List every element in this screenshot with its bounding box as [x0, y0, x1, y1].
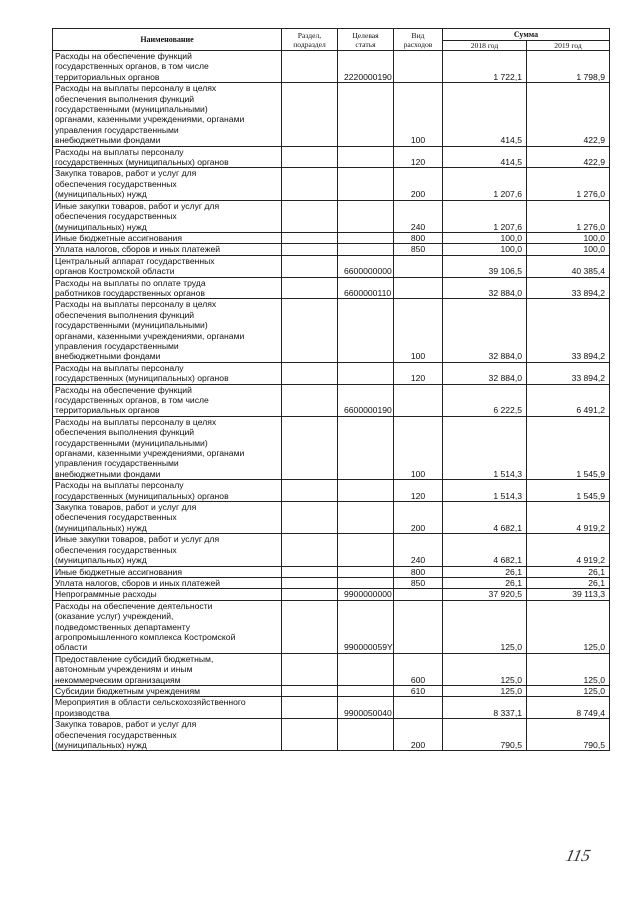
- row-section: [282, 577, 338, 588]
- row-section: [282, 600, 338, 653]
- row-section: [282, 566, 338, 577]
- row-name: Расходы на обеспечение функций государственных органов, в том числе территориальных органов: [53, 384, 282, 416]
- table-row: [53, 277, 610, 299]
- budget-table: [52, 28, 610, 751]
- row-sum-2018: 4 682,1: [443, 534, 527, 566]
- row-sum-2018: 1 514,3: [443, 480, 527, 502]
- table-row: [53, 697, 610, 719]
- row-section: [282, 299, 338, 362]
- row-type: 100: [394, 299, 443, 362]
- table-row: [53, 416, 610, 479]
- row-sum-2018: 125,0: [443, 600, 527, 653]
- header-target: Целевая статья: [338, 29, 394, 51]
- row-name: Субсидии бюджетным учреждениям: [53, 685, 282, 696]
- row-section: [282, 653, 338, 685]
- row-target: [338, 200, 394, 232]
- row-sum-2018: 1 207,6: [443, 200, 527, 232]
- row-type: 850: [394, 244, 443, 255]
- table-row: [53, 51, 610, 83]
- row-name: Мероприятия в области сельскохозяйственного производства: [53, 697, 282, 719]
- row-type: 200: [394, 719, 443, 751]
- row-name: Расходы на выплаты персоналу в целях обеспечения выполнения функций государственными (муниципальными) органами, казенными учреждениями, органами управления государственными внебюджетными фондами: [53, 83, 282, 146]
- row-sum-2019: 422,9: [527, 146, 610, 168]
- table-body: [53, 51, 610, 751]
- header-2019: 2019 год: [527, 41, 610, 51]
- row-target: [338, 534, 394, 566]
- row-sum-2019: 100,0: [527, 244, 610, 255]
- row-target: 6600000110: [338, 277, 394, 299]
- header-type: Вид расходов: [394, 29, 443, 51]
- row-type: 800: [394, 566, 443, 577]
- row-type: [394, 277, 443, 299]
- table-row: [53, 232, 610, 243]
- table-header: [53, 29, 610, 51]
- row-sum-2019: 26,1: [527, 577, 610, 588]
- row-name: Уплата налогов, сборов и иных платежей: [53, 244, 282, 255]
- row-sum-2018: 100,0: [443, 232, 527, 243]
- row-sum-2019: 39 113,3: [527, 589, 610, 600]
- row-type: 240: [394, 200, 443, 232]
- table-row: [53, 653, 610, 685]
- row-sum-2019: 33 894,2: [527, 362, 610, 384]
- row-section: [282, 719, 338, 751]
- row-sum-2019: 125,0: [527, 685, 610, 696]
- row-type: 200: [394, 168, 443, 200]
- row-target: [338, 83, 394, 146]
- row-target: [338, 244, 394, 255]
- row-name: Расходы на выплаты персоналу в целях обеспечения выполнения функций государственными (муниципальными) органами, казенными учреждениями, органами управления государственными внебюджетными фондами: [53, 416, 282, 479]
- row-target: [338, 146, 394, 168]
- row-sum-2019: 26,1: [527, 566, 610, 577]
- row-type: 120: [394, 362, 443, 384]
- row-type: [394, 589, 443, 600]
- row-section: [282, 362, 338, 384]
- table-row: [53, 255, 610, 277]
- header-2018: 2018 год: [443, 41, 527, 51]
- table-row: [53, 384, 610, 416]
- row-name: Уплата налогов, сборов и иных платежей: [53, 577, 282, 588]
- table-row: [53, 577, 610, 588]
- row-sum-2019: 125,0: [527, 653, 610, 685]
- table-row: [53, 146, 610, 168]
- row-target: [338, 719, 394, 751]
- row-type: [394, 600, 443, 653]
- row-sum-2018: 790,5: [443, 719, 527, 751]
- row-name: Центральный аппарат государственных органов Костромской области: [53, 255, 282, 277]
- row-section: [282, 83, 338, 146]
- row-section: [282, 534, 338, 566]
- row-type: [394, 255, 443, 277]
- table-row: [53, 362, 610, 384]
- row-section: [282, 697, 338, 719]
- row-sum-2018: 26,1: [443, 577, 527, 588]
- row-type: 200: [394, 502, 443, 534]
- row-section: [282, 480, 338, 502]
- row-sum-2019: 100,0: [527, 232, 610, 243]
- row-name: Предоставление субсидий бюджетным, автономным учреждениям и иным некоммерческим организациям: [53, 653, 282, 685]
- row-section: [282, 255, 338, 277]
- row-section: [282, 502, 338, 534]
- row-name: Расходы на выплаты по оплате труда работников государственных органов: [53, 277, 282, 299]
- row-type: 600: [394, 653, 443, 685]
- row-name: Расходы на выплаты персоналу государственных (муниципальных) органов: [53, 362, 282, 384]
- row-sum-2019: 33 894,2: [527, 277, 610, 299]
- table-row: [53, 299, 610, 362]
- row-target: [338, 362, 394, 384]
- row-target: [338, 502, 394, 534]
- row-sum-2018: 414,5: [443, 83, 527, 146]
- row-sum-2018: 6 222,5: [443, 384, 527, 416]
- row-sum-2018: 125,0: [443, 685, 527, 696]
- row-sum-2018: 8 337,1: [443, 697, 527, 719]
- row-sum-2019: 4 919,2: [527, 534, 610, 566]
- row-name: Расходы на выплаты персоналу государственных (муниципальных) органов: [53, 480, 282, 502]
- row-sum-2018: 4 682,1: [443, 502, 527, 534]
- row-sum-2019: 33 894,2: [527, 299, 610, 362]
- row-section: [282, 200, 338, 232]
- row-name: Расходы на обеспечение функций государственных органов, в том числе территориальных органов: [53, 51, 282, 83]
- table-row: [53, 502, 610, 534]
- table-row: [53, 83, 610, 146]
- row-section: [282, 416, 338, 479]
- row-type: [394, 697, 443, 719]
- row-sum-2019: 790,5: [527, 719, 610, 751]
- row-name: Закупка товаров, работ и услуг для обеспечения государственных (муниципальных) нужд: [53, 502, 282, 534]
- row-sum-2018: 37 920,5: [443, 589, 527, 600]
- row-sum-2019: 40 385,4: [527, 255, 610, 277]
- row-name: Иные бюджетные ассигнования: [53, 232, 282, 243]
- row-target: [338, 577, 394, 588]
- row-type: 610: [394, 685, 443, 696]
- row-type: [394, 51, 443, 83]
- header-section: Раздел, подраздел: [282, 29, 338, 51]
- table-row: [53, 600, 610, 653]
- row-target: 990000059Y: [338, 600, 394, 653]
- row-type: 800: [394, 232, 443, 243]
- row-type: 120: [394, 480, 443, 502]
- row-sum-2018: 32 884,0: [443, 299, 527, 362]
- row-sum-2018: 32 884,0: [443, 277, 527, 299]
- row-name: Расходы на выплаты персоналу государственных (муниципальных) органов: [53, 146, 282, 168]
- row-sum-2019: 1 545,9: [527, 480, 610, 502]
- table-row: [53, 685, 610, 696]
- row-sum-2019: 125,0: [527, 600, 610, 653]
- row-sum-2018: 414,5: [443, 146, 527, 168]
- header-name: Наименование: [53, 29, 282, 51]
- page-number: 115: [564, 846, 593, 865]
- row-target: [338, 416, 394, 479]
- row-type: 240: [394, 534, 443, 566]
- row-name: Иные закупки товаров, работ и услуг для обеспечения государственных (муниципальных) нужд: [53, 534, 282, 566]
- row-sum-2019: 1 545,9: [527, 416, 610, 479]
- row-section: [282, 685, 338, 696]
- row-section: [282, 168, 338, 200]
- row-name: Закупка товаров, работ и услуг для обеспечения государственных (муниципальных) нужд: [53, 168, 282, 200]
- row-type: 120: [394, 146, 443, 168]
- row-sum-2018: 1 207,6: [443, 168, 527, 200]
- table-row: [53, 244, 610, 255]
- row-type: [394, 384, 443, 416]
- row-sum-2018: 1 514,3: [443, 416, 527, 479]
- budget-table-sheet: [52, 28, 609, 751]
- row-sum-2018: 125,0: [443, 653, 527, 685]
- row-section: [282, 146, 338, 168]
- row-name: Расходы на выплаты персоналу в целях обеспечения выполнения функций государственными (муниципальными) органами, казенными учреждениями, органами управления государственными внебюджетными фондами: [53, 299, 282, 362]
- row-section: [282, 244, 338, 255]
- row-type: 100: [394, 416, 443, 479]
- row-type: 100: [394, 83, 443, 146]
- row-target: [338, 685, 394, 696]
- row-sum-2019: 1 798,9: [527, 51, 610, 83]
- row-section: [282, 384, 338, 416]
- row-type: 850: [394, 577, 443, 588]
- table-row: [53, 200, 610, 232]
- row-section: [282, 51, 338, 83]
- row-target: [338, 480, 394, 502]
- row-target: 6600000000: [338, 255, 394, 277]
- row-section: [282, 277, 338, 299]
- row-target: [338, 653, 394, 685]
- table-row: [53, 589, 610, 600]
- row-sum-2019: 1 276,0: [527, 200, 610, 232]
- row-sum-2019: 6 491,2: [527, 384, 610, 416]
- table-row: [53, 719, 610, 751]
- row-sum-2018: 26,1: [443, 566, 527, 577]
- row-target: [338, 299, 394, 362]
- row-target: 2220000190: [338, 51, 394, 83]
- row-sum-2019: 8 749,4: [527, 697, 610, 719]
- row-section: [282, 589, 338, 600]
- row-name: Расходы на обеспечение деятельности (оказание услуг) учреждений, подведомственных департаменту агропромышленного комплекса Костромской области: [53, 600, 282, 653]
- row-target: 6600000190: [338, 384, 394, 416]
- row-target: [338, 232, 394, 243]
- table-row: [53, 168, 610, 200]
- row-name: Закупка товаров, работ и услуг для обеспечения государственных (муниципальных) нужд: [53, 719, 282, 751]
- row-name: Иные бюджетные ассигнования: [53, 566, 282, 577]
- row-sum-2018: 100,0: [443, 244, 527, 255]
- table-row: [53, 566, 610, 577]
- row-sum-2018: 32 884,0: [443, 362, 527, 384]
- row-target: 9900050040: [338, 697, 394, 719]
- row-name: Непрограммные расходы: [53, 589, 282, 600]
- table-row: [53, 534, 610, 566]
- row-sum-2019: 4 919,2: [527, 502, 610, 534]
- row-section: [282, 232, 338, 243]
- row-sum-2019: 1 276,0: [527, 168, 610, 200]
- row-target: 9900000000: [338, 589, 394, 600]
- header-sum: Сумма: [443, 29, 610, 41]
- row-target: [338, 566, 394, 577]
- table-row: [53, 480, 610, 502]
- row-sum-2018: 1 722,1: [443, 51, 527, 83]
- row-target: [338, 168, 394, 200]
- row-sum-2018: 39 106,5: [443, 255, 527, 277]
- row-name: Иные закупки товаров, работ и услуг для обеспечения государственных (муниципальных) нужд: [53, 200, 282, 232]
- row-sum-2019: 422,9: [527, 83, 610, 146]
